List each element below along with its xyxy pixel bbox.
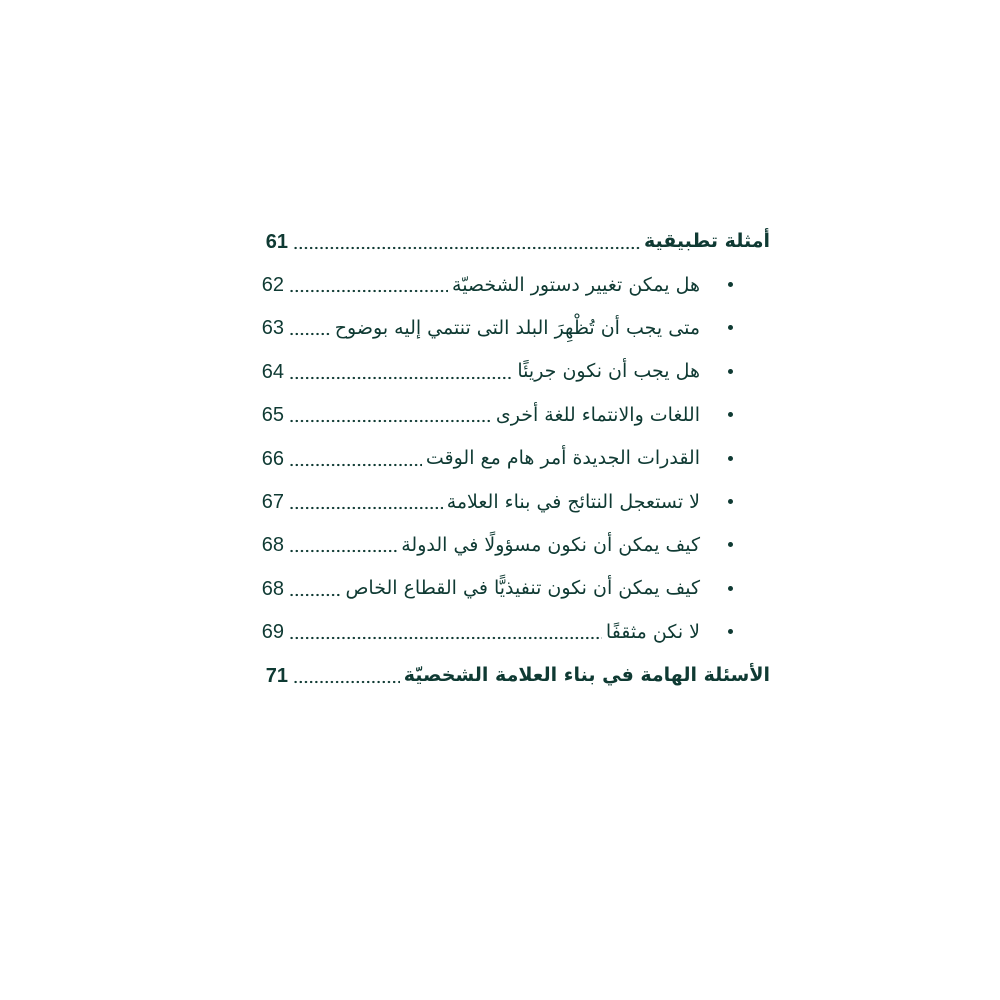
table-of-contents	[250, 220, 770, 697]
dot-leader	[289, 318, 331, 338]
dot-leader	[289, 535, 397, 555]
page-number: 61	[265, 230, 288, 253]
dot-leader	[293, 666, 400, 686]
dot-leader	[289, 405, 492, 425]
toc-entry[interactable]	[250, 524, 770, 567]
page-number: 71	[265, 664, 288, 687]
bullet-icon	[728, 369, 733, 374]
page-number: 69	[261, 621, 284, 644]
page-number: 67	[261, 491, 284, 514]
bullet-icon	[728, 629, 733, 634]
page-number: 65	[261, 404, 284, 427]
toc-entry-heading[interactable]	[250, 220, 770, 263]
toc-entry[interactable]	[250, 480, 770, 523]
entry-title: القدرات الجديدة أمر هام مع الوقت	[425, 447, 700, 470]
dot-leader	[289, 275, 448, 295]
page-number: 64	[261, 360, 284, 383]
toc-entry[interactable]	[250, 307, 770, 350]
toc-entry[interactable]	[250, 263, 770, 306]
entry-title: هل يجب أن نكون جريئًا	[517, 360, 700, 383]
entry-title: كيف يمكن أن نكون تنفيذيًّا في القطاع الخاص	[345, 577, 700, 600]
bullet-icon	[728, 586, 733, 591]
toc-entry[interactable]	[250, 611, 770, 654]
entry-title: اللغات والانتماء للغة أخرى	[495, 403, 700, 426]
entry-title: هل يمكن تغيير دستور الشخصيّة	[452, 273, 700, 296]
page-number: 62	[261, 274, 284, 297]
bullet-icon	[728, 325, 733, 330]
entry-title: أمثلة تطبيقية	[643, 230, 770, 253]
toc-entry-heading[interactable]	[250, 654, 770, 697]
entry-title: الأسئلة الهامة في بناء العلامة الشخصيّة	[403, 664, 770, 687]
entry-title: متى يجب أن تُظْهِرَ البلد التى تنتمي إليه بوضوح	[334, 316, 700, 339]
entry-title: لا نكن مثقفًا	[605, 620, 700, 643]
entry-title: لا تستعجل النتائج في بناء العلامة	[446, 490, 700, 513]
toc-entry[interactable]	[250, 437, 770, 480]
toc-entry[interactable]	[250, 394, 770, 437]
bullet-icon	[728, 412, 733, 417]
toc-entry[interactable]	[250, 567, 770, 610]
dot-leader	[293, 232, 640, 252]
dot-leader	[289, 362, 513, 382]
bullet-icon	[728, 456, 733, 461]
bullet-icon	[728, 282, 733, 287]
page-number: 68	[261, 577, 284, 600]
dot-leader	[289, 579, 341, 599]
dot-leader	[289, 622, 602, 642]
bullet-icon	[728, 542, 733, 547]
dot-leader	[289, 492, 443, 512]
page-number: 66	[261, 447, 284, 470]
bullet-icon	[728, 499, 733, 504]
entry-title: كيف يمكن أن نكون مسؤولًا في الدولة	[401, 533, 700, 556]
dot-leader	[289, 449, 422, 469]
page-number: 63	[261, 317, 284, 340]
page-number: 68	[261, 534, 284, 557]
toc-entry[interactable]	[250, 350, 770, 393]
